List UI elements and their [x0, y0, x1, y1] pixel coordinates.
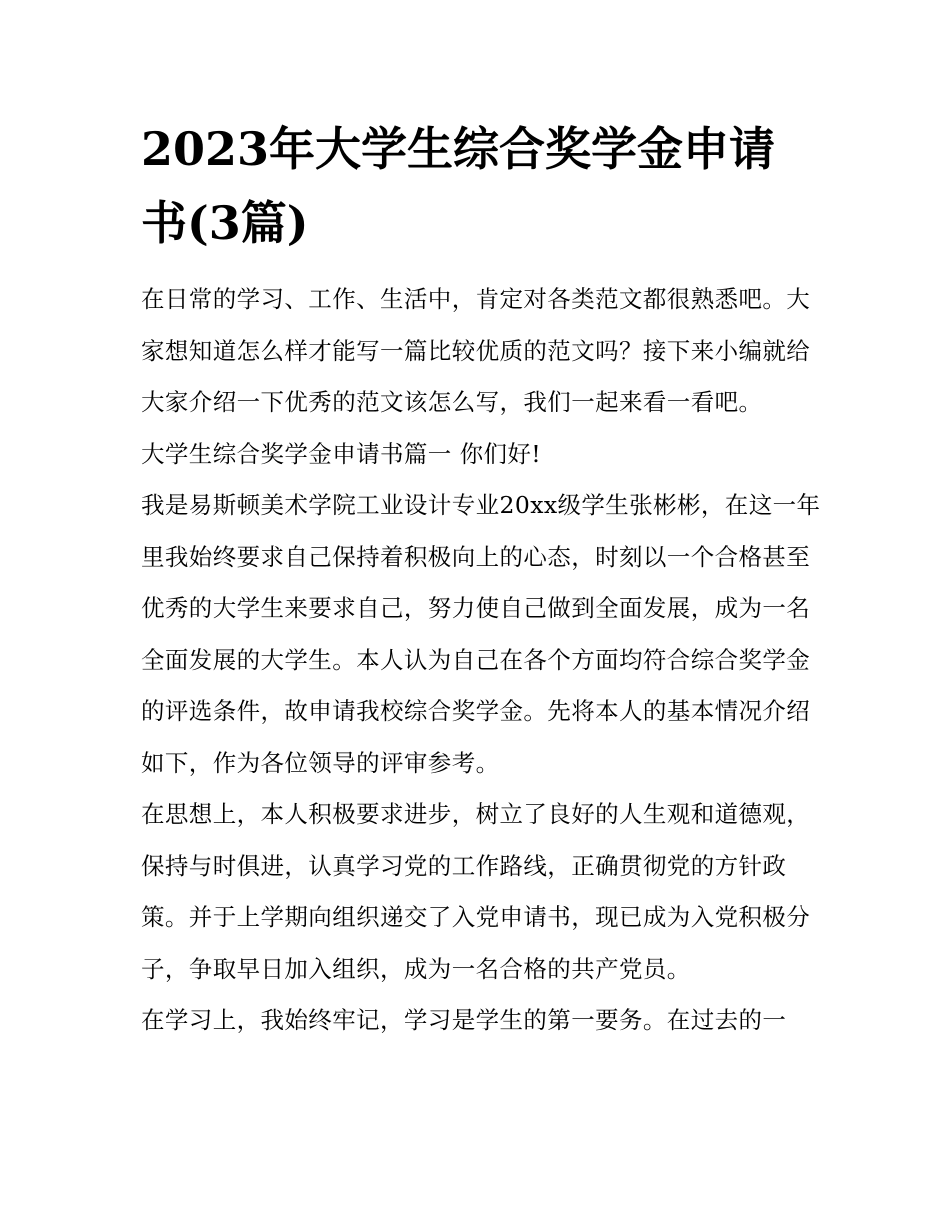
section-heading-paragraph: 大学生综合奖学金申请书篇一 你们好!: [141, 439, 542, 468]
document-body: [141, 112, 821, 1047]
self-introduction-paragraph: 我是易斯顿美术学院工业设计专业20xx级学生张彬彬，在这一年里我始终要求自己保持着积极向上的心态，时刻以一个合格甚至优秀的大学生来要求自己，努力使自己做到全面发展，成为一名全面发展的大学生。本人认为自己在各个方面均符合综合奖学金的评选条件，故申请我校综合奖学金。先将本人的基本情况介绍如下，作为各位领导的评审参考。: [141, 491, 821, 777]
intro-paragraph: 在日常的学习、工作、生活中，肯定对各类范文都很熟悉吧。大家想知道怎么样才能写一篇比较优质的范文吗？接下来小编就给大家介绍一下优秀的范文该怎么写，我们一起来看一看吧。: [141, 285, 811, 416]
document-title: 2023年大学生综合奖学金申请书(3篇): [141, 122, 776, 250]
ideology-paragraph: 在思想上，本人积极要求进步，树立了良好的人生观和道德观，保持与时俱进，认真学习党的工作路线，正确贯彻党的方针政策。并于上学期向组织递交了入党申请书，现已成为入党积极分子，争取早日加入组织，成为一名合格的共产党员。: [141, 800, 811, 983]
study-paragraph: 在学习上，我始终牢记，学习是学生的第一要务。在过去的一: [141, 1006, 787, 1034]
